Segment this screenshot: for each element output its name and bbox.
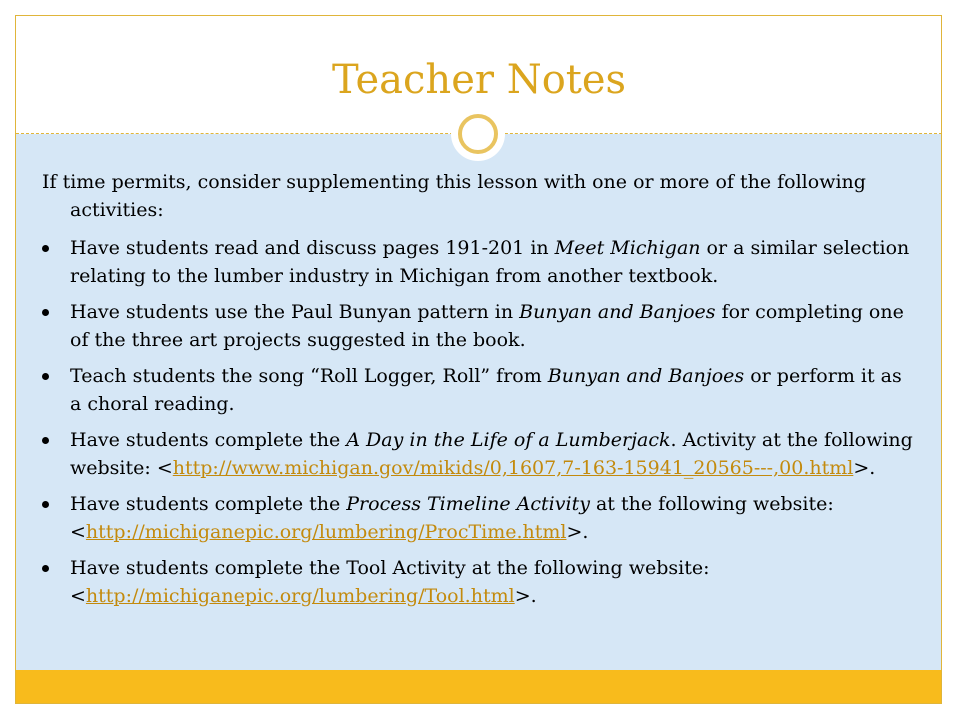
- item-text: . Activity at the following website: <: [70, 429, 913, 479]
- item-text: or a similar selection relating to the lumber industry in Michigan from another textbook.: [70, 237, 910, 287]
- activity-link[interactable]: http://michiganepic.org/lumbering/ProcTime.html: [85, 521, 567, 543]
- italic-title: Process Timeline Activity: [346, 493, 590, 515]
- item-text: Have students complete the Tool Activity at the following website: <: [70, 557, 710, 607]
- activity-list: [42, 234, 914, 610]
- bullet-icon: [42, 373, 49, 380]
- activity-item: [42, 554, 914, 610]
- item-text: Have students read and discuss pages 191-201 in: [70, 237, 555, 259]
- ring-icon: [458, 114, 498, 154]
- item-text: >.: [566, 521, 589, 543]
- item-text: >.: [853, 457, 876, 479]
- circle-ornament-icon: [451, 107, 505, 161]
- italic-title: Meet Michigan: [554, 237, 701, 259]
- item-text: Have students complete the: [70, 493, 347, 515]
- activity-item: [42, 234, 914, 290]
- bullet-icon: [42, 437, 49, 444]
- activity-item: [42, 298, 914, 354]
- activity-item: [42, 490, 914, 546]
- bullet-icon: [42, 565, 49, 572]
- item-text: Teach students the song “Roll Logger, Roll” from: [70, 365, 548, 387]
- activity-link[interactable]: http://michiganepic.org/lumbering/Tool.html: [85, 585, 515, 607]
- slide-title: Teacher Notes: [331, 57, 627, 103]
- bullet-icon: [42, 501, 49, 508]
- item-text: Have students use the Paul Bunyan pattern in: [70, 301, 520, 323]
- slide-body: [42, 168, 914, 618]
- intro-paragraph: If time permits, consider supplementing this lesson with one or more of the following activities:: [42, 171, 866, 221]
- item-text: or perform it as a choral reading.: [70, 365, 902, 415]
- item-text: >.: [514, 585, 537, 607]
- bullet-icon: [42, 309, 49, 316]
- activity-item: [42, 362, 914, 418]
- italic-title: Bunyan and Banjoes: [519, 301, 716, 323]
- italic-title: Bunyan and Banjoes: [547, 365, 745, 387]
- activity-link[interactable]: http://www.michigan.gov/mikids/0,1607,7-163-15941_20565---,00.html: [172, 457, 854, 479]
- item-text: Have students complete the: [70, 429, 347, 451]
- item-text: for completing one of the three art projects suggested in the book.: [70, 301, 904, 351]
- italic-title: A Day in the Life of a Lumberjack: [346, 429, 671, 451]
- bullet-icon: [42, 245, 49, 252]
- item-text: at the following website: <: [70, 493, 834, 543]
- activity-item: [42, 426, 914, 482]
